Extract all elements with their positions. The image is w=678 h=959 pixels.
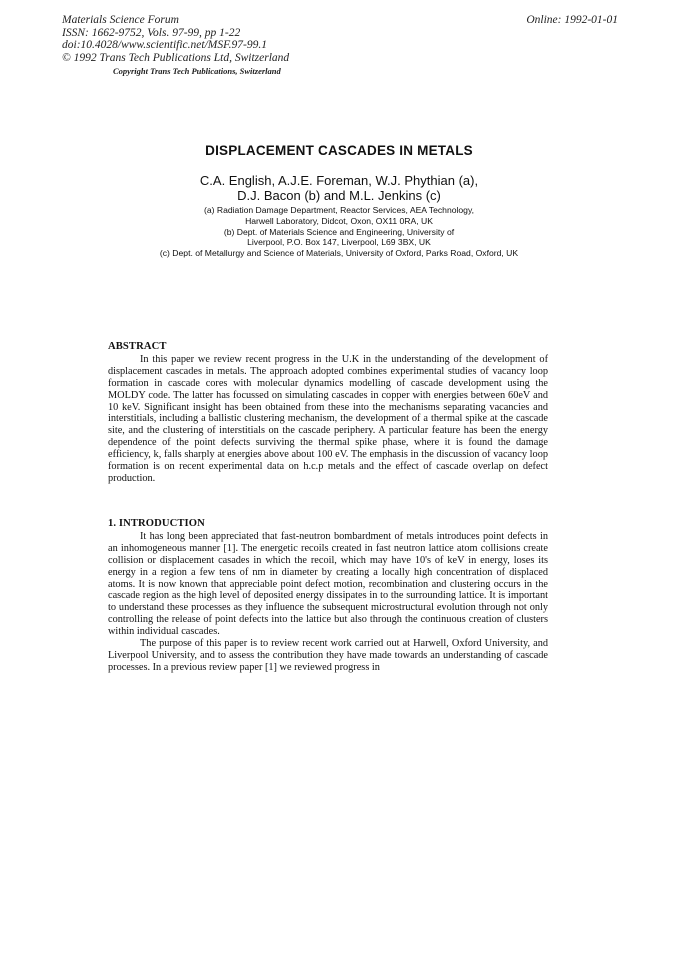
introduction-paragraph: The purpose of this paper is to review recent work carried out at Harwell, Oxford University, and Liverpool University, and to assess the contribution they have made towards an understanding of cascade processes. In a previous review paper [1] we reviewed progress in — [108, 638, 548, 673]
online-date: Online: 1992-01-01 — [526, 14, 618, 26]
doi-line: doi:10.4028/www.scientific.net/MSF.97-99.1 — [62, 39, 267, 52]
introduction-section — [108, 518, 548, 674]
author-line: C.A. English, A.J.E. Foreman, W.J. Phythian (a), — [199, 173, 479, 188]
author-list — [0, 173, 678, 203]
affiliation-line: Harwell Laboratory, Didcot, Oxon, OX11 0RA, UK — [245, 215, 433, 226]
affiliation-line: (b) Dept. of Materials Science and Engineering, University of — [223, 226, 455, 237]
affiliation-line: (a) Radiation Damage Department, Reactor Services, AEA Technology, — [203, 205, 475, 215]
copyright-notice: Copyright Trans Tech Publications, Switzerland — [113, 66, 281, 76]
abstract-heading: ABSTRACT — [108, 341, 167, 352]
issn-line: ISSN: 1662-9752, Vols. 97-99, pp 1-22 — [62, 26, 241, 39]
author-line: D.J. Bacon (b) and M.L. Jenkins (c) — [237, 188, 441, 203]
rights-line: © 1992 Trans Tech Publications Ltd, Switzerland — [62, 51, 290, 64]
paper-title: DISPLACEMENT CASCADES IN METALS — [205, 143, 473, 158]
affiliations — [0, 205, 678, 259]
introduction-paragraph: It has long been appreciated that fast-neutron bombardment of metals introduces point defects in an inhomogeneous manner [1]. The energetic recoils created in fast neutron lattice atom collisions create collision or displacement casades in which the recoil, which may have 10's of keV in energy, loses its energy in a region a few tens of nm in diameter by creating a locally high concentration of displaced atoms. It is now known that appreciable point defect motion, recombination and clustering occurs in the cascade region as the high level of deposited energy dissipates in to the surrounding lattice. It is important to understand these processes as they influence the subsequent microstructural evolution through not only controlling the release of point defects into the lattice but also through the continuous creation of clusters within individual cascades. — [108, 530, 548, 638]
affiliation-line: (c) Dept. of Metallurgy and Science of Materials, University of Oxford, Parks Road, Oxford, UK — [159, 248, 519, 259]
abstract-section — [108, 341, 548, 485]
journal-name: Materials Science Forum — [62, 14, 179, 26]
affiliation-line: Liverpool, P.O. Box 147, Liverpool, L69 3BX, UK — [247, 237, 431, 248]
journal-metadata — [62, 14, 289, 64]
introduction-heading: 1. INTRODUCTION — [108, 518, 205, 529]
abstract-text: In this paper we review recent progress in the U.K in the understanding of the development of displacement cascades in metals. The approach adopted combines experimental studies of vacancy loop formation in cascade cores with molecular dynamics modelling of cascade development using the MOLDY code. The latter has focussed on simulating cascades in copper with energies between 60eV and 10 keV. Significant insight has been obtained from these into the mechanisms separating vacancies and interstitials, including a ballistic clustering mechanism, the development of a thermal spike at the cascade site, and the clustering of interstitials on the cascade periphery. A particular feature has been the energy dependence of the point defects surviving the thermal spike phase, where it is found the damage efficiency, k, falls sharply at energies above about 100 eV. The emphasis in the discussion of vacancy loop formation is on recent experimental data on h.c.p metals and the effect of cascade overlap on defect production. — [108, 353, 548, 484]
